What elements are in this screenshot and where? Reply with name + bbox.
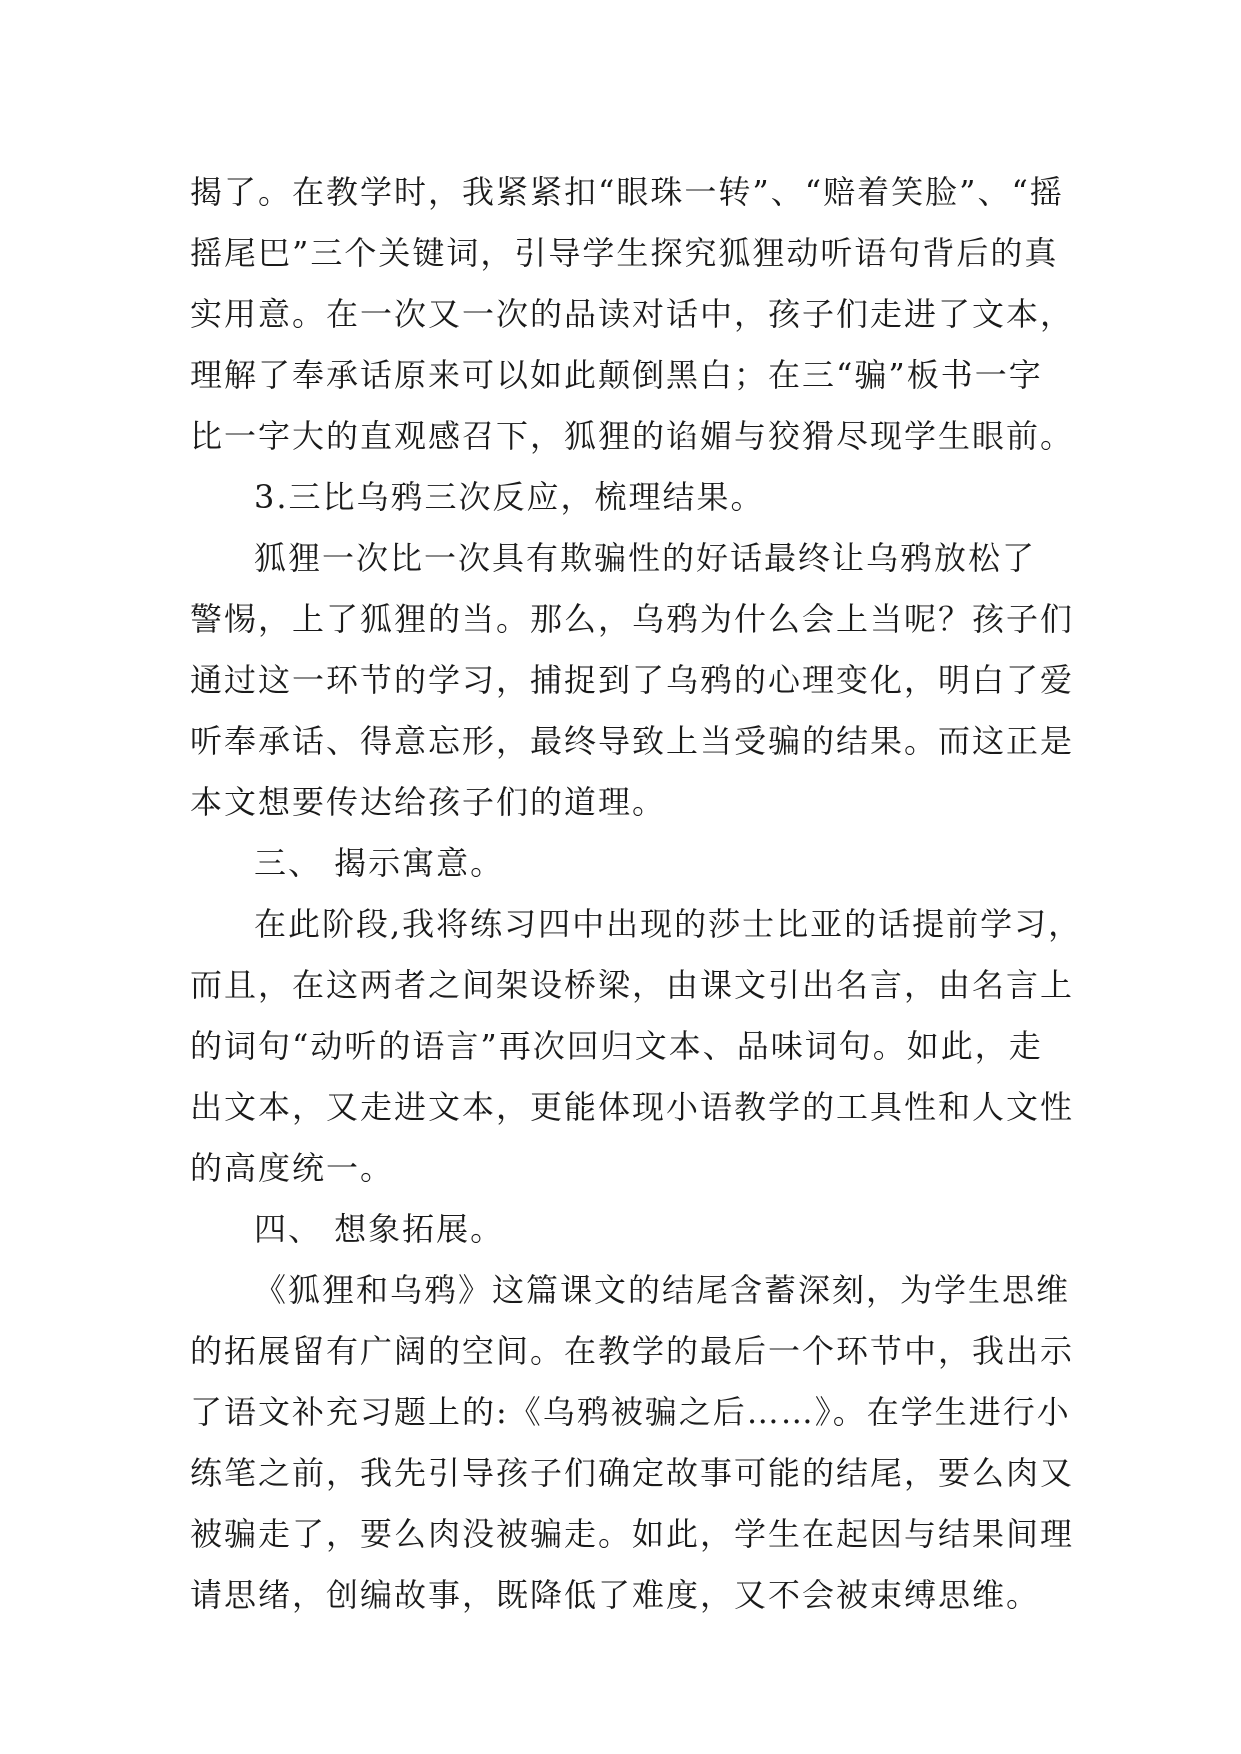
- text-line: 出文本，又走进文本，更能体现小语教学的工具性和人文性: [190, 1088, 1075, 1126]
- text-line: 了语文补充习题上的:《乌鸦被骗之后……》。在学生进行小: [190, 1393, 1071, 1431]
- text-line: 揭了。在教学时，我紧紧扣“眼珠一转”、“赔着笑脸”、“摇: [190, 173, 1064, 211]
- text-line: 被骗走了，要么肉没被骗走。如此，学生在起因与结果间理: [190, 1515, 1075, 1553]
- text-line: 《狐狸和乌鸦》这篇课文的结尾含蓄深刻，为学生思维: [254, 1271, 1071, 1309]
- text-line: 实用意。在一次又一次的品读对话中，孩子们走进了文本，: [190, 295, 1075, 333]
- text-line: 而且，在这两者之间架设桥梁，由课文引出名言，由名言上: [190, 966, 1075, 1004]
- text-line: 三、 揭示寓意。: [254, 844, 505, 882]
- text-line: 理解了奉承话原来可以如此颠倒黑白；在三“骗”板书一字: [190, 356, 1043, 394]
- text-line: 本文想要传达给孩子们的道理。: [190, 783, 667, 821]
- text-line: 的词句“动听的语言”再次回归文本、品味词句。如此，走: [190, 1027, 1043, 1065]
- text-line: 通过这一环节的学习，捕捉到了乌鸦的心理变化，明白了爱: [190, 661, 1075, 699]
- text-line: 在此阶段,我将练习四中出现的莎士比亚的话提前学习，: [254, 905, 1083, 943]
- text-line: 的拓展留有广阔的空间。在教学的最后一个环节中，我出示: [190, 1332, 1075, 1370]
- text-line: 请思绪，创编故事，既降低了难度，又不会被束缚思维。: [190, 1576, 1041, 1614]
- text-line: 比一字大的直观感召下，狐狸的谄媚与狡猾尽现学生眼前。: [190, 417, 1075, 455]
- text-line: 狐狸一次比一次具有欺骗性的好话最终让乌鸦放松了: [254, 539, 1037, 577]
- text-line: 摇尾巴”三个关键词，引导学生探究狐狸动听语句背后的真: [190, 234, 1059, 272]
- document-body: [190, 162, 1083, 1626]
- text-line: 练笔之前，我先引导孩子们确定故事可能的结尾，要么肉又: [190, 1454, 1075, 1492]
- text-line: 警惕，上了狐狸的当。那么，乌鸦为什么会上当呢？孩子们: [190, 600, 1075, 638]
- text-line: 的高度统一。: [190, 1149, 395, 1187]
- text-line: 听奉承话、得意忘形，最终导致上当受骗的结果。而这正是: [190, 722, 1075, 760]
- text-line: 3.三比乌鸦三次反应，梳理结果。: [254, 478, 765, 516]
- text-line: 四、 想象拓展。: [254, 1210, 505, 1248]
